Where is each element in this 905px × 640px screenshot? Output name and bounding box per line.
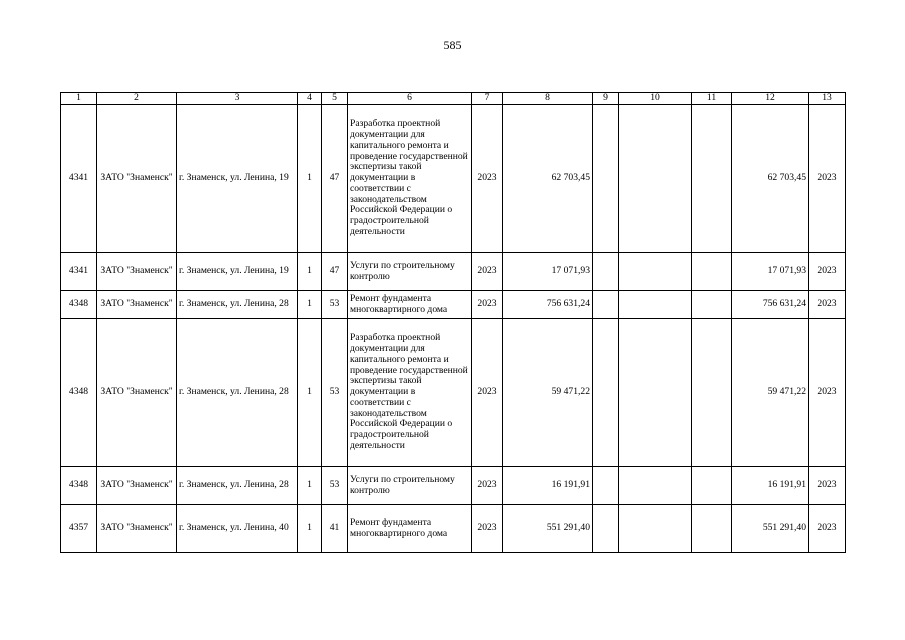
- table-row: [61, 505, 846, 553]
- cell-completion-year: 2023: [809, 291, 846, 319]
- cell-municipality: ЗАТО "Знаменск": [97, 291, 177, 319]
- column-header-1: 1: [61, 93, 97, 105]
- cell-year: 2023: [472, 467, 503, 505]
- cell-year: 2023: [472, 105, 503, 253]
- cell-record-number: 4348: [61, 467, 97, 505]
- cell-municipality: ЗАТО "Знаменск": [97, 105, 177, 253]
- cell-cost-total: 16 191,91: [503, 467, 593, 505]
- cell-cost-source: 16 191,91: [732, 467, 809, 505]
- cell-col4: 1: [298, 467, 322, 505]
- column-header-3: 3: [177, 93, 298, 105]
- cell-col11: [692, 253, 732, 291]
- cell-year: 2023: [472, 253, 503, 291]
- table-row: [61, 467, 846, 505]
- cell-col9: [593, 505, 619, 553]
- cell-work-type: Разработка проектной документации для капитального ремонта и проведение государственной экспертизы такой документации в соответствии с законодательством Российской Федерации о градостроительной деятельности: [348, 319, 472, 467]
- cell-col10: [619, 319, 692, 467]
- cell-cost-source: 756 631,24: [732, 291, 809, 319]
- cell-year: 2023: [472, 319, 503, 467]
- cell-cost-total: 17 071,93: [503, 253, 593, 291]
- cell-col4: 1: [298, 105, 322, 253]
- cell-col11: [692, 291, 732, 319]
- cell-address: г. Знаменск, ул. Ленина, 19: [177, 105, 298, 253]
- cell-completion-year: 2023: [809, 467, 846, 505]
- cell-cost-source: 62 703,45: [732, 105, 809, 253]
- cell-year: 2023: [472, 291, 503, 319]
- table-row: [61, 253, 846, 291]
- cell-col11: [692, 319, 732, 467]
- cell-cost-total: 59 471,22: [503, 319, 593, 467]
- column-header-2: 2: [97, 93, 177, 105]
- cell-work-type: Ремонт фундамента многоквартирного дома: [348, 291, 472, 319]
- cell-work-type: Разработка проектной документации для капитального ремонта и проведение государственной экспертизы такой документации в соответствии с законодательством Российской Федерации о градостроительной деятельности: [348, 105, 472, 253]
- cell-col10: [619, 291, 692, 319]
- cell-col5: 53: [322, 319, 348, 467]
- cell-col11: [692, 467, 732, 505]
- column-header-4: 4: [298, 93, 322, 105]
- table-row: [61, 105, 846, 253]
- cell-col4: 1: [298, 319, 322, 467]
- cell-completion-year: 2023: [809, 253, 846, 291]
- cell-record-number: 4341: [61, 253, 97, 291]
- cell-col10: [619, 467, 692, 505]
- cell-record-number: 4348: [61, 319, 97, 467]
- page-number: 585: [443, 38, 462, 52]
- cell-col4: 1: [298, 505, 322, 553]
- cell-col10: [619, 105, 692, 253]
- cell-col11: [692, 105, 732, 253]
- cell-address: г. Знаменск, ул. Ленина, 19: [177, 253, 298, 291]
- cell-municipality: ЗАТО "Знаменск": [97, 319, 177, 467]
- cell-col10: [619, 253, 692, 291]
- cell-cost-source: 551 291,40: [732, 505, 809, 553]
- column-header-6: 6: [348, 93, 472, 105]
- cell-col9: [593, 105, 619, 253]
- table-header-row: [61, 93, 846, 105]
- cell-col11: [692, 505, 732, 553]
- column-header-12: 12: [732, 93, 809, 105]
- column-header-10: 10: [619, 93, 692, 105]
- data-table: [60, 92, 846, 553]
- cell-col4: 1: [298, 291, 322, 319]
- cell-municipality: ЗАТО "Знаменск": [97, 505, 177, 553]
- cell-completion-year: 2023: [809, 505, 846, 553]
- column-header-13: 13: [809, 93, 846, 105]
- cell-col9: [593, 319, 619, 467]
- cell-address: г. Знаменск, ул. Ленина, 40: [177, 505, 298, 553]
- cell-col5: 41: [322, 505, 348, 553]
- cell-address: г. Знаменск, ул. Ленина, 28: [177, 467, 298, 505]
- cell-cost-total: 551 291,40: [503, 505, 593, 553]
- cell-completion-year: 2023: [809, 319, 846, 467]
- cell-record-number: 4357: [61, 505, 97, 553]
- table-row: [61, 319, 846, 467]
- cell-work-type: Ремонт фундамента многоквартирного дома: [348, 505, 472, 553]
- cell-col5: 47: [322, 105, 348, 253]
- column-header-8: 8: [503, 93, 593, 105]
- column-header-11: 11: [692, 93, 732, 105]
- cell-work-type: Услуги по строительному контролю: [348, 467, 472, 505]
- cell-col10: [619, 505, 692, 553]
- cell-record-number: 4348: [61, 291, 97, 319]
- cell-col5: 53: [322, 291, 348, 319]
- column-header-5: 5: [322, 93, 348, 105]
- cell-record-number: 4341: [61, 105, 97, 253]
- cell-cost-source: 17 071,93: [732, 253, 809, 291]
- column-header-7: 7: [472, 93, 503, 105]
- cell-municipality: ЗАТО "Знаменск": [97, 253, 177, 291]
- cell-address: г. Знаменск, ул. Ленина, 28: [177, 291, 298, 319]
- cell-work-type: Услуги по строительному контролю: [348, 253, 472, 291]
- cell-completion-year: 2023: [809, 105, 846, 253]
- cell-cost-source: 59 471,22: [732, 319, 809, 467]
- cell-year: 2023: [472, 505, 503, 553]
- cell-cost-total: 62 703,45: [503, 105, 593, 253]
- cell-col5: 53: [322, 467, 348, 505]
- cell-col9: [593, 467, 619, 505]
- cell-col9: [593, 253, 619, 291]
- cell-cost-total: 756 631,24: [503, 291, 593, 319]
- cell-col5: 47: [322, 253, 348, 291]
- cell-address: г. Знаменск, ул. Ленина, 28: [177, 319, 298, 467]
- cell-col9: [593, 291, 619, 319]
- cell-municipality: ЗАТО "Знаменск": [97, 467, 177, 505]
- table-row: [61, 291, 846, 319]
- column-header-9: 9: [593, 93, 619, 105]
- cell-col4: 1: [298, 253, 322, 291]
